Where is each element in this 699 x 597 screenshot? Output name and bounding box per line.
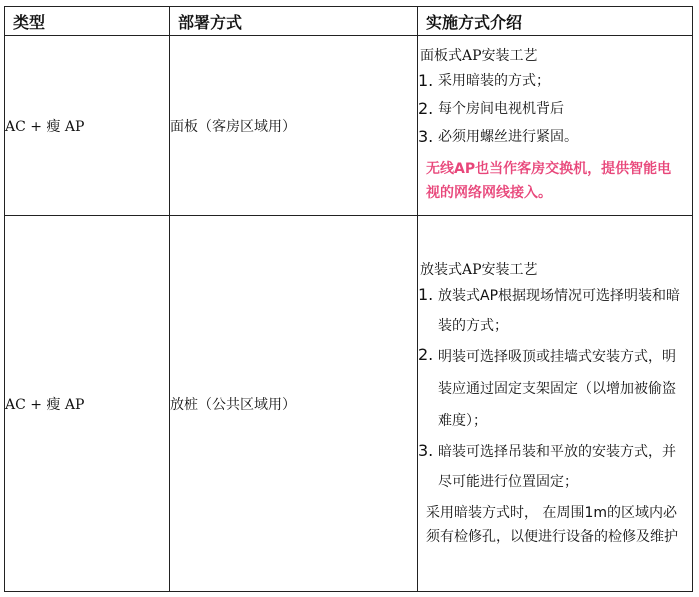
row1-deploy: 面板（客房区域用）	[170, 36, 418, 216]
header-desc	[418, 7, 693, 36]
list-item	[418, 281, 692, 341]
row2-subtitle: 放装式AP安装工艺	[420, 261, 538, 278]
maintenance-note: 采用暗装方式时， 在周围1m的区域内必须有检修孔，以便进行设备的检修及维护	[426, 504, 678, 545]
list-item	[418, 95, 692, 123]
header-deploy	[170, 7, 418, 36]
list-item	[418, 341, 692, 437]
list-item	[418, 123, 692, 151]
header-desc-label: 实施方式介绍	[426, 12, 523, 32]
header-deploy-label: 部署方式	[178, 12, 243, 32]
list-item	[418, 67, 692, 95]
row1-subtitle: 面板式AP安装工艺	[420, 47, 538, 64]
table-row	[5, 36, 693, 216]
list-item	[418, 437, 692, 497]
item-number: 3.	[418, 126, 434, 146]
item-text: 放装式AP根据现场情况可选择明装和暗装的方式；	[438, 287, 681, 334]
item-number: 1.	[418, 284, 434, 304]
header-type	[5, 7, 170, 36]
item-number: 2.	[418, 98, 434, 118]
item-text: 每个房间电视机背后	[438, 100, 564, 117]
item-number: 3.	[418, 440, 434, 460]
header-type-label: 类型	[13, 12, 46, 32]
item-text: 必须用螺丝进行紧固。	[438, 128, 578, 145]
deployment-table	[4, 6, 693, 592]
item-text: 采用暗装的方式；	[438, 72, 550, 89]
item-text: 暗装可选择吊装和平放的安装方式，并尽可能进行位置固定；	[438, 443, 676, 490]
item-number: 1.	[418, 70, 434, 90]
row1-type: AC + 瘦 AP	[5, 36, 170, 216]
table-row	[5, 216, 693, 592]
row2-deploy: 放桩（公共区域用）	[170, 216, 418, 592]
highlight-note: 无线AP也当作客房交换机，提供智能电视的网络网线接入。	[426, 160, 672, 201]
row1-desc	[418, 36, 693, 216]
item-number: 2.	[418, 344, 434, 364]
row2-type: AC + 瘦 AP	[5, 216, 170, 592]
item-text: 明装可选择吸顶或挂墙式安装方式，明装应通过固定支架固定（以增加被偷盗难度）；	[438, 348, 676, 429]
table-header-row	[5, 7, 693, 36]
row2-desc	[418, 216, 693, 592]
